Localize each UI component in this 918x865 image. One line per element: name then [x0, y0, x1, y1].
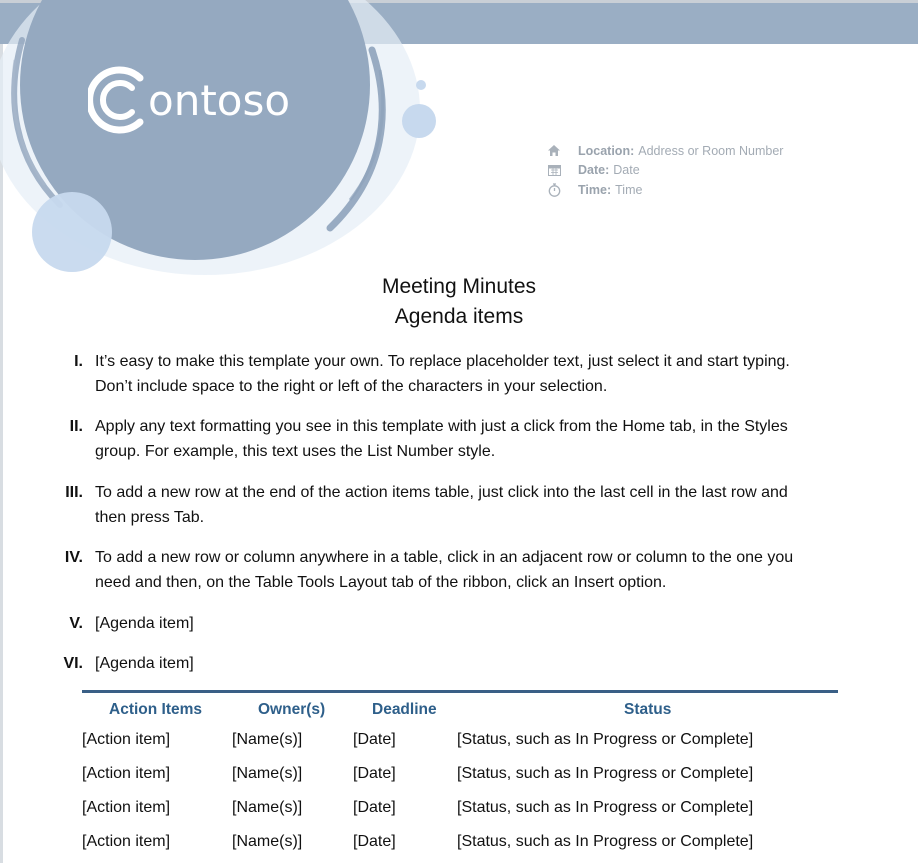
meta-value[interactable]: Time	[615, 182, 643, 197]
meta-value[interactable]: Address or Room Number	[638, 143, 784, 158]
meta-date	[546, 161, 783, 181]
table-cell[interactable]: [Name(s)]	[232, 765, 303, 782]
document-subtitle: Agenda items	[394, 305, 524, 328]
agenda-line: then press Tab.	[95, 509, 205, 526]
home-icon	[546, 144, 562, 158]
meta-time	[546, 180, 783, 200]
contoso-logo-mark	[88, 64, 152, 136]
table-cell[interactable]: [Action item]	[82, 799, 171, 816]
agenda-line: To add a new row or column anywhere in a table, click in an adjacent row or column to the one you	[95, 549, 794, 566]
document-title: Meeting Minutes	[381, 275, 537, 298]
calendar-icon	[546, 163, 562, 177]
action-items-table	[82, 690, 838, 865]
column-header: Deadline	[372, 701, 437, 718]
meeting-meta	[546, 141, 783, 200]
agenda-text	[95, 414, 835, 464]
agenda-line: [Agenda item]	[95, 615, 194, 632]
column-header: Status	[624, 701, 672, 718]
table-cell[interactable]: [Action item]	[82, 765, 171, 782]
agenda-number: II.	[69, 418, 83, 435]
table-cell[interactable]: [Status, such as In Progress or Complete]	[457, 765, 754, 782]
meta-label: Location:	[578, 143, 635, 158]
agenda-text	[95, 611, 835, 636]
agenda-line: need and then, on the Table Tools Layout tab of the ribbon, click an Insert option.	[95, 574, 667, 591]
agenda-line: [Agenda item]	[95, 655, 194, 672]
table-cell[interactable]: [Status, such as In Progress or Complete]	[457, 799, 754, 816]
column-header: Owner(s)	[258, 701, 326, 718]
table-row	[82, 797, 838, 831]
table-cell[interactable]: [Status, such as In Progress or Complete]	[457, 833, 754, 850]
table-cell[interactable]: [Action item]	[82, 833, 171, 850]
table-cell[interactable]: [Date]	[353, 799, 396, 816]
contoso-logo	[88, 64, 290, 136]
table-cell[interactable]: [Date]	[353, 765, 396, 782]
meta-label: Date:	[578, 163, 610, 178]
table-cell[interactable]: [Name(s)]	[232, 799, 303, 816]
agenda-number: III.	[65, 484, 83, 501]
meta-label: Time:	[578, 182, 612, 197]
agenda-text	[95, 545, 835, 595]
agenda-line: To add a new row at the end of the action items table, just click into the last cell in the last row and	[95, 484, 788, 501]
table-cell[interactable]: [Name(s)]	[232, 833, 303, 850]
table-cell[interactable]: [Date]	[353, 833, 396, 850]
table-cell[interactable]: [Date]	[353, 731, 396, 748]
agenda-number: IV.	[64, 549, 83, 566]
agenda-line: group. For example, this text uses the List Number style.	[95, 443, 496, 460]
meta-value[interactable]: Date	[613, 163, 640, 178]
table-cell[interactable]: [Action item]	[82, 731, 171, 748]
agenda-number: I.	[74, 353, 83, 370]
agenda-line: It’s easy to make this template your own. To replace placeholder text, just select it and start typing.	[95, 353, 790, 370]
table-row	[82, 729, 838, 763]
table-cell[interactable]: [Status, such as In Progress or Complete]	[457, 731, 754, 748]
logo-text: ontoso	[148, 75, 291, 125]
agenda-text	[95, 651, 835, 676]
header-watercolor-art	[0, 0, 460, 280]
table-row	[82, 831, 838, 865]
table-row	[82, 763, 838, 797]
agenda-text	[95, 480, 835, 530]
meta-location	[546, 141, 783, 161]
agenda-number: VI.	[63, 655, 83, 672]
table-cell[interactable]: [Name(s)]	[232, 731, 303, 748]
agenda-line: Don’t include space to the right or left of the characters in your selection.	[95, 378, 608, 395]
agenda-text	[95, 349, 835, 399]
agenda-number: V.	[69, 615, 83, 632]
column-header: Action Items	[109, 701, 203, 718]
agenda-line: Apply any text formatting you see in this template with just a click from the Home tab, in the Styles	[95, 418, 788, 435]
stopwatch-icon	[546, 183, 562, 197]
table-header-row	[82, 693, 838, 729]
